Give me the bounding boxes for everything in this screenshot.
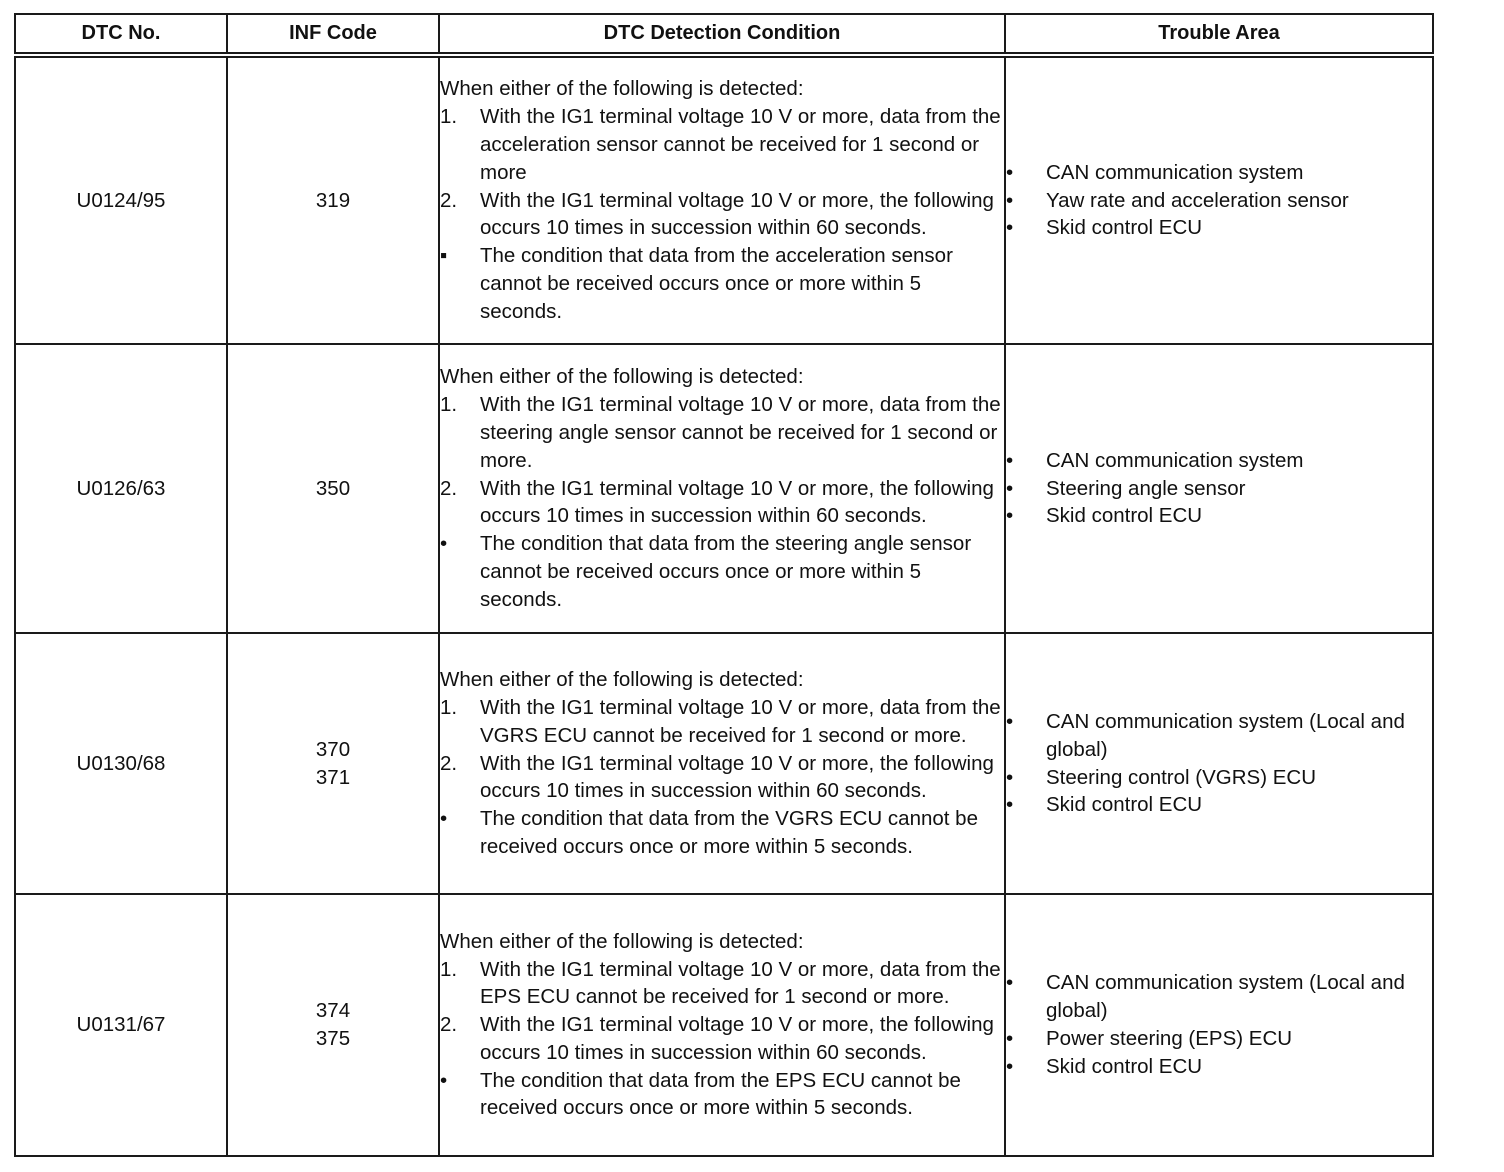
inf-code (227, 633, 439, 894)
condition-item (440, 805, 1004, 861)
list-item (1006, 159, 1432, 187)
trouble-area-text: Skid control ECU (1046, 216, 1203, 240)
trouble-area-list (1006, 159, 1432, 242)
condition-lead: When either of the following is detected: (440, 365, 804, 389)
condition-marker: • (440, 1068, 448, 1092)
header-row (15, 14, 1433, 55)
bullet-marker: • (1006, 1027, 1014, 1050)
bullet-marker: • (1006, 476, 1014, 500)
trouble-area (1005, 633, 1433, 894)
condition-lead: When either of the following is detected: (440, 668, 804, 692)
condition-marker: 2. (440, 476, 458, 500)
table-row (15, 633, 1433, 894)
inf-code-value: 371 (315, 765, 351, 789)
condition-list (440, 103, 1004, 325)
trouble-area-text: CAN communication system (1046, 160, 1304, 184)
inf-code (227, 55, 439, 344)
dtc-number: U0124/95 (15, 55, 227, 344)
table-row (15, 344, 1433, 633)
trouble-area-list (1006, 708, 1432, 819)
condition-lead: When either of the following is detected: (440, 929, 804, 953)
table-row (15, 894, 1433, 1156)
trouble-area-text: Steering angle sensor (1046, 476, 1246, 500)
condition-marker: 1. (440, 393, 458, 417)
bullet-marker: • (1006, 448, 1014, 472)
trouble-area-text: Steering control (VGRS) ECU (1046, 765, 1317, 789)
condition-marker: ▪ (440, 244, 448, 268)
table-row (15, 55, 1433, 344)
list-item (1006, 1053, 1432, 1081)
dtc-number: U0130/68 (15, 633, 227, 894)
list-item (1006, 764, 1432, 792)
condition-text: The condition that data from the VGRS ECU cannot be received occurs once or more within 5 seconds. (480, 807, 978, 858)
condition-item (440, 956, 1004, 1012)
condition-list (440, 694, 1004, 861)
list-item (1006, 502, 1432, 530)
trouble-area-text: CAN communication system (Local and global) (1046, 971, 1405, 1023)
bullet-marker: • (1006, 793, 1014, 817)
trouble-area-text: Skid control ECU (1046, 793, 1203, 817)
condition-list (440, 391, 1004, 613)
list-item (1006, 969, 1432, 1025)
trouble-area-text: Skid control ECU (1046, 504, 1203, 528)
condition-text: With the IG1 terminal voltage 10 V or more, data from the acceleration sensor cannot be received for 1 second or more (480, 105, 1001, 184)
inf-code-value: 370 (315, 737, 351, 761)
condition-item (440, 530, 1004, 613)
condition-item (440, 103, 1004, 186)
condition-marker: 2. (440, 751, 458, 775)
inf-code-value: 350 (315, 476, 351, 500)
trouble-area-text: Yaw rate and acceleration sensor (1046, 188, 1349, 212)
bullet-marker: • (1006, 1054, 1014, 1078)
dtc-number: U0126/63 (15, 344, 227, 633)
list-item (1006, 475, 1432, 503)
condition-text: With the IG1 terminal voltage 10 V or more, data from the VGRS ECU cannot be received for 1 second or more. (480, 696, 1001, 747)
condition-item (440, 242, 1004, 325)
condition-marker: • (440, 807, 448, 831)
list-item (1006, 708, 1432, 764)
condition-text: With the IG1 terminal voltage 10 V or more, the following occurs 10 times in succession within 60 seconds. (480, 188, 994, 240)
bullet-marker: • (1006, 216, 1014, 240)
bullet-marker: • (1006, 188, 1014, 212)
bullet-marker: • (1006, 504, 1014, 528)
condition-marker: 2. (440, 188, 458, 212)
dtc-number: U0131/67 (15, 894, 227, 1156)
header-inf-code: INF Code (227, 14, 439, 55)
bullet-marker: • (1006, 160, 1014, 184)
condition-marker: 2. (440, 1013, 458, 1037)
condition-item (440, 187, 1004, 243)
trouble-area-list (1006, 969, 1432, 1080)
list-item (1006, 214, 1432, 242)
list-item (1006, 1025, 1432, 1053)
condition-text: With the IG1 terminal voltage 10 V or more, data from the steering angle sensor cannot be received for 1 second or more. (480, 393, 1001, 472)
condition-marker: • (440, 532, 448, 556)
list-item (1006, 187, 1432, 215)
inf-code-value: 319 (315, 188, 351, 212)
condition-item (440, 475, 1004, 531)
bullet-marker: • (1006, 765, 1014, 789)
condition-item (440, 391, 1004, 474)
list-item (1006, 447, 1432, 475)
detection-condition (439, 344, 1005, 633)
condition-text: With the IG1 terminal voltage 10 V or more, the following occurs 10 times in succession within 60 seconds. (480, 1013, 994, 1064)
condition-marker: 1. (440, 696, 458, 719)
list-item (1006, 791, 1432, 819)
header-trouble-area: Trouble Area (1005, 14, 1433, 55)
inf-code-value: 375 (315, 1027, 351, 1050)
trouble-area-text: Skid control ECU (1046, 1054, 1203, 1078)
inf-code-value: 374 (315, 999, 351, 1023)
condition-text: With the IG1 terminal voltage 10 V or more, the following occurs 10 times in succession within 60 seconds. (480, 476, 994, 528)
inf-code (227, 344, 439, 633)
condition-lead: When either of the following is detected: (440, 77, 804, 101)
header-dtc-no: DTC No. (15, 14, 227, 55)
trouble-area (1005, 55, 1433, 344)
condition-text: The condition that data from the acceleration sensor cannot be received occurs once or more within 5 seconds. (480, 244, 953, 323)
condition-item (440, 1011, 1004, 1067)
bullet-marker: • (1006, 971, 1014, 995)
trouble-area-text: Power steering (EPS) ECU (1046, 1027, 1293, 1050)
condition-marker: 1. (440, 105, 458, 129)
condition-text: With the IG1 terminal voltage 10 V or more, the following occurs 10 times in succession within 60 seconds. (480, 751, 994, 803)
condition-text: The condition that data from the EPS ECU cannot be received occurs once or more within 5 seconds. (480, 1068, 961, 1120)
trouble-area (1005, 344, 1433, 633)
detection-condition (439, 55, 1005, 344)
condition-marker: 1. (440, 957, 458, 981)
trouble-area-list (1006, 447, 1432, 530)
detection-condition (439, 633, 1005, 894)
trouble-area-text: CAN communication system (1046, 448, 1304, 472)
trouble-area (1005, 894, 1433, 1156)
condition-text: With the IG1 terminal voltage 10 V or more, data from the EPS ECU cannot be received for 1 second or more. (480, 957, 1001, 1009)
trouble-area-text: CAN communication system (Local and global) (1046, 709, 1405, 761)
condition-list (440, 956, 1004, 1123)
dtc-table (14, 13, 1434, 1157)
inf-code (227, 894, 439, 1156)
condition-item (440, 1067, 1004, 1123)
condition-text: The condition that data from the steering angle sensor cannot be received occurs once or more within 5 seconds. (480, 532, 972, 611)
condition-item (440, 694, 1004, 750)
condition-item (440, 750, 1004, 806)
header-detection-condition: DTC Detection Condition (439, 14, 1005, 55)
detection-condition (439, 894, 1005, 1156)
bullet-marker: • (1006, 709, 1014, 733)
